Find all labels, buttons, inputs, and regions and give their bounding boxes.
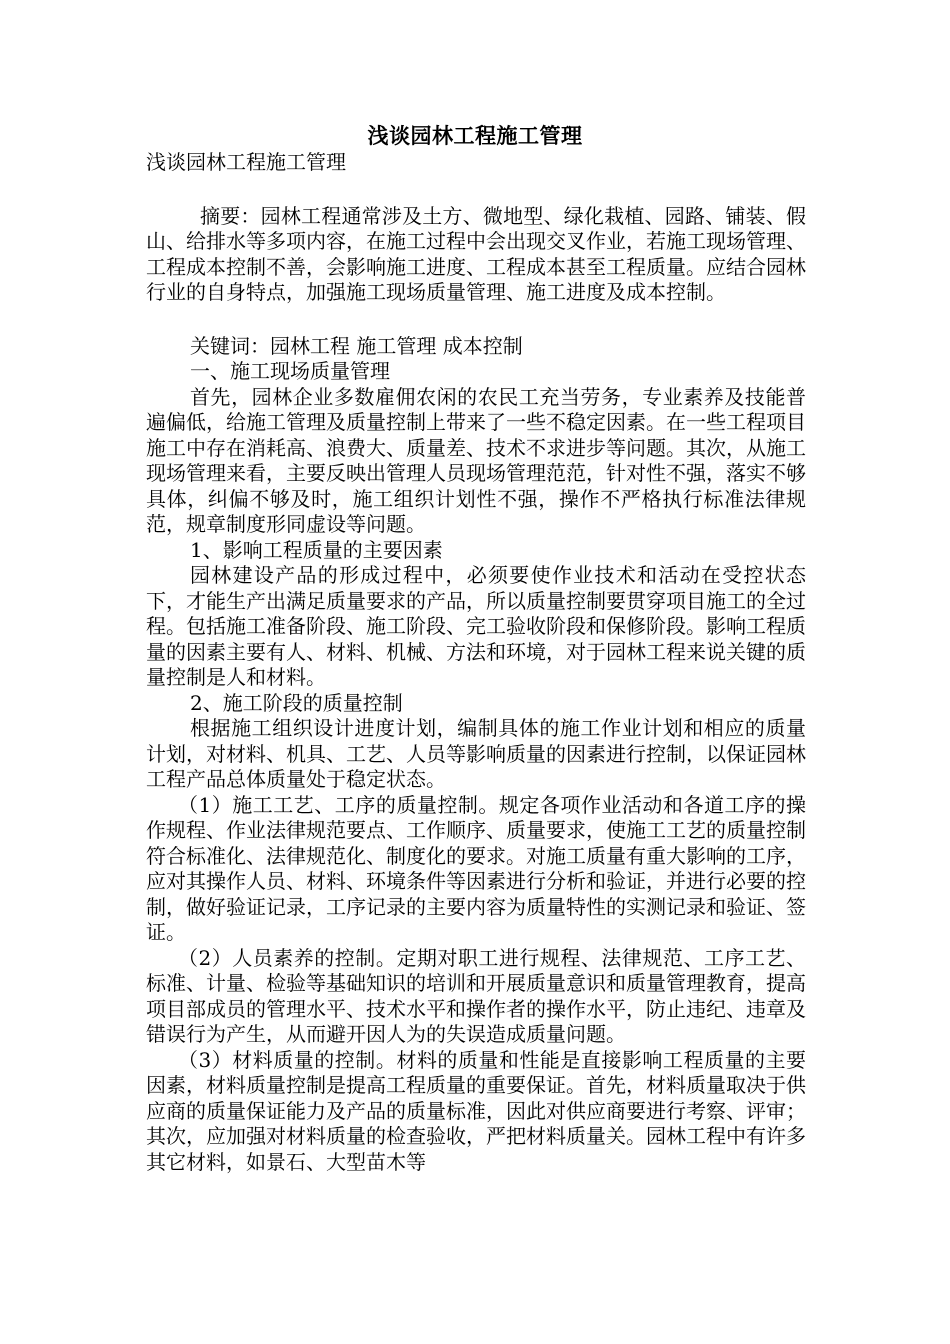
keywords-line: 关键词：园林工程 施工管理 成本控制 bbox=[190, 333, 523, 358]
list-item-material-control: （3）材料质量的控制。材料的质量和性能是直接影响工程质量的主要因素，材料质量控制是提高工程质量的重要保证。首先，材料质量取决于供应商的质量保证能力及产品的质量标准，因此对供应商要进行考察、评审；其次，应加强对材料质量的检查验收，严把材料质量关。园林工程中有许多其它材料，如景石、大型苗木等 bbox=[146, 1047, 806, 1174]
body-paragraph: 首先，园林企业多数雇佣农闲的农民工充当劳务，专业素养及技能普遍偏低，给施工管理及质量控制上带来了一些不稳定因素。在一些工程项目施工中存在消耗高、浪费大、质量差、技术不求进步等问题。其次，从施工现场管理来看，主要反映出管理人员现场管理范范，针对性不强，落实不够具体，纠偏不够及时，施工组织计划性不强，操作不严格执行标准法律规范，规章制度形同虚设等问题。 bbox=[146, 384, 806, 536]
subsection-heading-quality-factors: 1、影响工程质量的主要因素 bbox=[190, 537, 443, 562]
subsection-heading-construction-stage: 2、施工阶段的质量控制 bbox=[190, 690, 403, 715]
document-body bbox=[146, 150, 806, 1175]
list-item-process-control: （1）施工工艺、工序的质量控制。规定各项作业活动和各道工序的操作规程、作业法律规范要点、工作顺序、质量要求，使施工工艺的质量控制符合标准化、法律规范化、制度化的要求。对施工质量有重大影响的工序，应对其操作人员、材料、环境条件等因素进行分析和验证，并进行必要的控制，做好验证记录，工序记录的主要内容为质量特性的实测记录和验证、签证。 bbox=[146, 792, 806, 944]
document-subtitle: 浅谈园林工程施工管理 bbox=[146, 150, 346, 174]
section-heading-quality-management: 一、施工现场质量管理 bbox=[190, 359, 390, 383]
body-paragraph: 园林建设产品的形成过程中，必须要使作业技术和活动在受控状态下，才能生产出满足质量要求的产品，所以质量控制要贯穿项目施工的全过程。包括施工准备阶段、施工阶段、完工验收阶段和保修阶段。影响工程质量的因素主要有人、材料、机械、方法和环境，对于园林工程来说关键的质量控制是人和材料。 bbox=[146, 563, 806, 689]
list-item-personnel-control: （2）人员素养的控制。定期对职工进行规程、法律规范、工序工艺、标准、计量、检验等基础知识的培训和开展质量意识和质量管理教育，提高项目部成员的管理水平、技术水平和操作者的操作水平，防止违纪、违章及错误行为产生，从而避开因人为的失误造成质量问题。 bbox=[146, 945, 806, 1046]
abstract-paragraph: 摘要：园林工程通常涉及土方、微地型、绿化栽植、园路、铺装、假山、给排水等多项内容，在施工过程中会出现交叉作业，若施工现场管理、工程成本控制不善，会影响施工进度、工程成本甚至工程质量。应结合园林行业的自身特点，加强施工现场质量管理、施工进度及成本控制。 bbox=[146, 203, 806, 304]
body-paragraph: 根据施工组织设计进度计划，编制具体的施工作业计划和相应的质量计划，对材料、机具、工艺、人员等影响质量的因素进行控制，以保证园林工程产品总体质量处于稳定状态。 bbox=[146, 716, 806, 791]
document-title: 浅谈园林工程施工管理 bbox=[367, 123, 583, 148]
